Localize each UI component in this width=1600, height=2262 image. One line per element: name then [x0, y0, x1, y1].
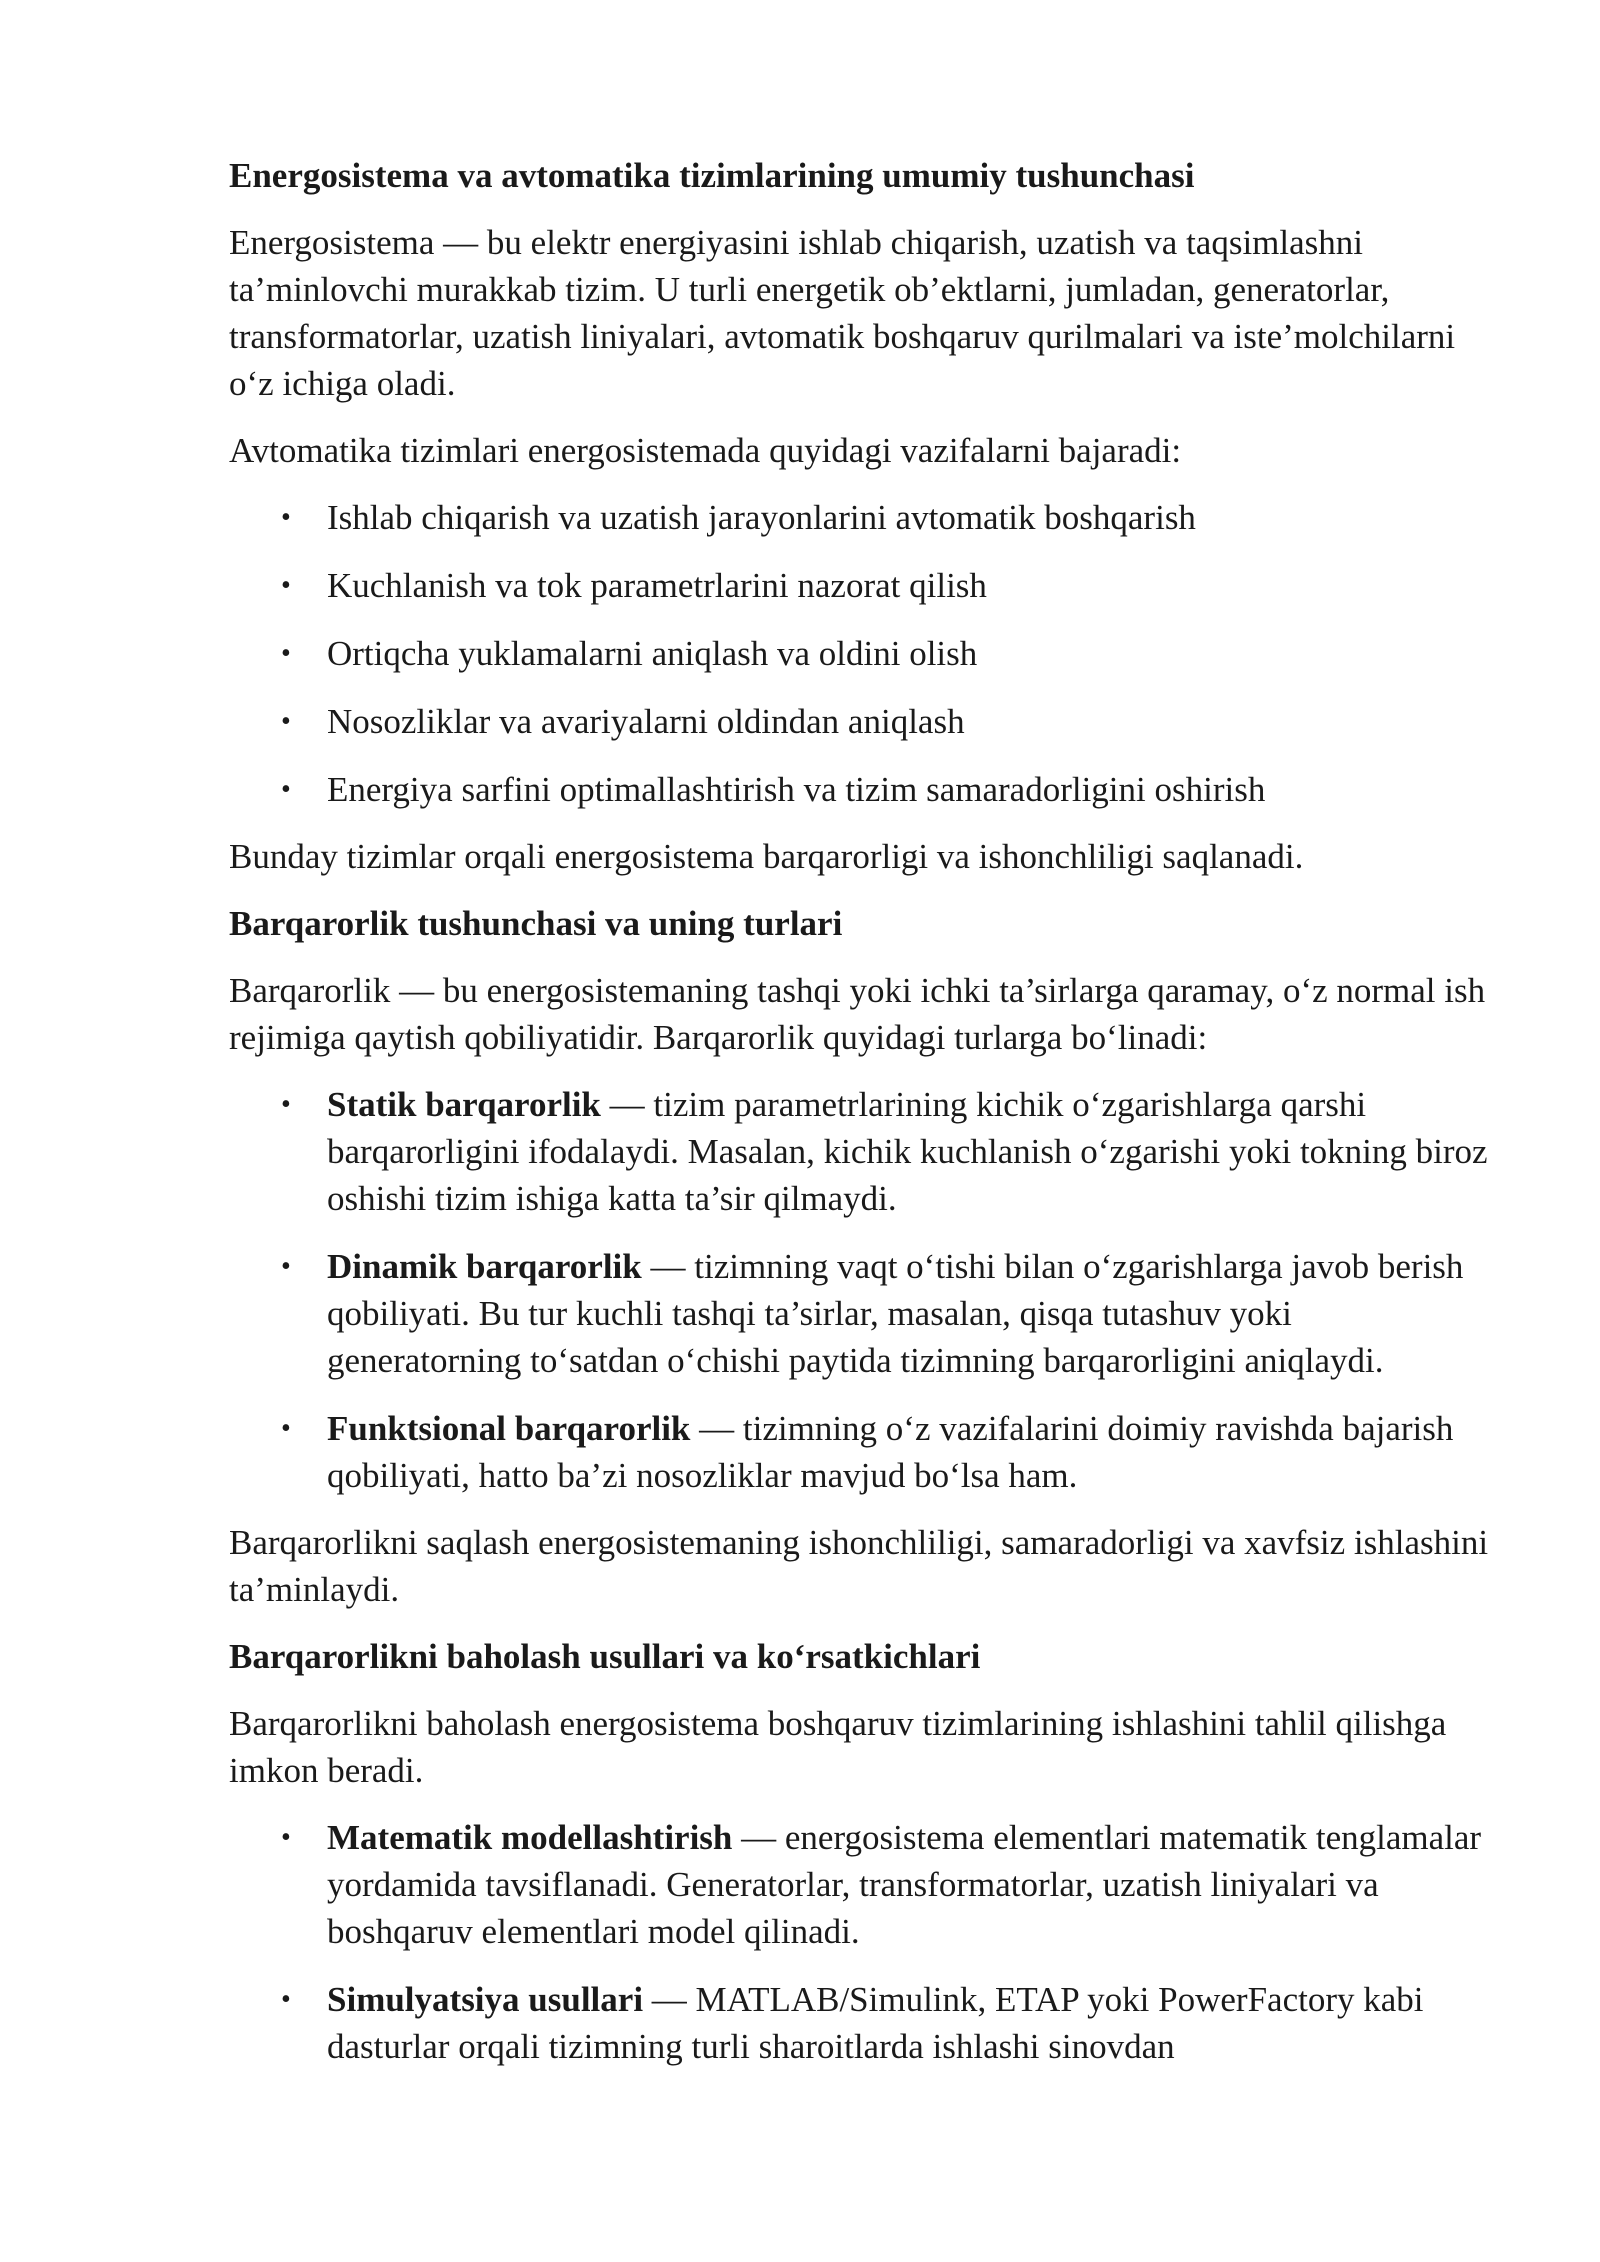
paragraph: Barqarorlikni baholash energosistema boshqaruv tizimlarining ishlashini tahlil qilishga imkon beradi. — [229, 1704, 1447, 1790]
term-description: — tizim parametrlarining kichik o‘zgarishlarga qarshi barqarorligini ifodalaydi. Masalan, kichik kuchlanish o‘zgarishi yoki tokning biroz oshishi tizim ishiga katta ta’sir qilmaydi. — [327, 1085, 1488, 1218]
section-heading: Barqarorlik tushunchasi va uning turlari — [229, 904, 843, 943]
list-item-text: Ortiqcha yuklamalarni aniqlash va oldini olish — [327, 634, 978, 673]
bullet-list — [229, 1814, 1494, 2070]
term-description: — MATLAB/Simulink, ETAP yoki PowerFactory kabi dasturlar orqali tizimning turli sharoitlarda ishlashi sinovdan — [327, 1980, 1424, 2066]
list-item — [229, 1081, 1494, 1222]
paragraph: Barqarorlik — bu energosistemaning tashqi yoki ichki ta’sirlarga qaramay, o‘z normal ish rejimiga qaytish qobiliyatidir. Barqarorlik quyidagi turlarga bo‘linadi: — [229, 971, 1486, 1057]
paragraph: Bunday tizimlar orqali energosistema barqarorligi va ishonchliligi saqlanadi. — [229, 837, 1304, 876]
paragraph: Barqarorlikni saqlash energosistemaning ishonchliligi, samaradorligi va xavfsiz ishlashini ta’minlaydi. — [229, 1523, 1489, 1609]
term-label: Funktsional barqarorlik — [327, 1409, 691, 1448]
bullet-icon: • — [281, 1089, 291, 1120]
list-item — [229, 1814, 1494, 1955]
list-item — [229, 766, 1494, 813]
section-heading: Barqarorlikni baholash usullari va ko‘rsatkichlari — [229, 1637, 981, 1676]
term-description: — energosistema elementlari matematik tenglamalar yordamida tavsiflanadi. Generatorlar, transformatorlar, uzatish liniyalari va boshqaruv elementlari model qilinadi. — [327, 1818, 1482, 1951]
bullet-icon: • — [281, 1984, 291, 2015]
document-page — [229, 152, 1494, 2090]
bullet-icon: • — [281, 1251, 291, 1282]
term-label: Simulyatsiya usullari — [327, 1980, 644, 2019]
section-heading: Energosistema va avtomatika tizimlarining umumiy tushunchasi — [229, 156, 1195, 195]
list-item-text: Energiya sarfini optimallashtirish va tizim samaradorligini oshirish — [327, 770, 1266, 809]
list-item — [229, 562, 1494, 609]
list-item-text: Kuchlanish va tok parametrlarini nazorat qilish — [327, 566, 987, 605]
list-item-text: Ishlab chiqarish va uzatish jarayonlarini avtomatik boshqarish — [327, 498, 1196, 537]
bullet-icon: • — [281, 1822, 291, 1853]
bullet-icon: • — [281, 1413, 291, 1444]
bullet-icon: • — [281, 502, 291, 533]
paragraph: Avtomatika tizimlari energosistemada quyidagi vazifalarni bajaradi: — [229, 431, 1182, 470]
bullet-list — [229, 1081, 1494, 1499]
list-item-text: Nosozliklar va avariyalarni oldindan aniqlash — [327, 702, 965, 741]
bullet-icon: • — [281, 638, 291, 669]
list-item — [229, 494, 1494, 541]
term-label: Matematik modellashtirish — [327, 1818, 733, 1857]
term-description: — tizimning vaqt o‘tishi bilan o‘zgarishlarga javob berish qobiliyati. Bu tur kuchli tashqi ta’sirlar, masalan, qisqa tutashuv yoki generatorning to‘satdan o‘chishi paytida tizimning barqarorligini aniqlaydi. — [327, 1247, 1464, 1380]
list-item — [229, 630, 1494, 677]
paragraph: Energosistema — bu elektr energiyasini ishlab chiqarish, uzatish va taqsimlashni ta’minlovchi murakkab tizim. U turli energetik ob’ektlarni, jumladan, generatorlar, transformatorlar, uzatish liniyalari, avtomatik boshqaruv qurilmalari va iste’molchilarni o‘z ichiga oladi. — [229, 223, 1456, 403]
term-label: Statik barqarorlik — [327, 1085, 601, 1124]
bullet-icon: • — [281, 706, 291, 737]
term-description: — tizimning o‘z vazifalarini doimiy ravishda bajarish qobiliyati, hatto ba’zi nosozliklar mavjud bo‘lsa ham. — [327, 1409, 1454, 1495]
list-item — [229, 1243, 1494, 1384]
bullet-list — [229, 494, 1494, 813]
bullet-icon: • — [281, 570, 291, 601]
list-item — [229, 698, 1494, 745]
list-item — [229, 1976, 1494, 2070]
term-label: Dinamik barqarorlik — [327, 1247, 642, 1286]
bullet-icon: • — [281, 774, 291, 805]
list-item — [229, 1405, 1494, 1499]
